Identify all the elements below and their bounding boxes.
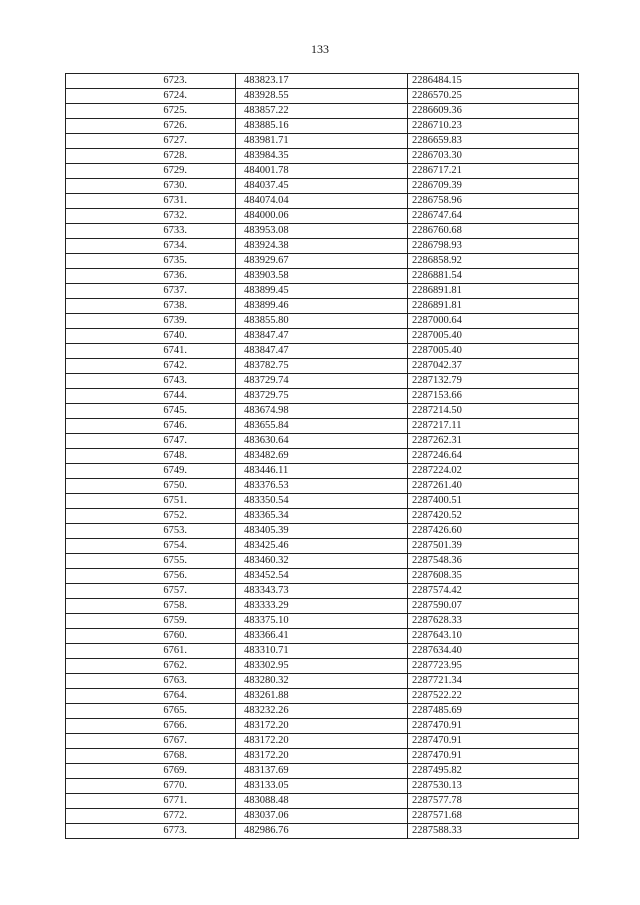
table-row	[66, 689, 579, 704]
point-number-cell: 6747.	[66, 434, 236, 449]
x-coordinate-cell: 484074.04	[236, 194, 408, 209]
x-coordinate-cell: 483375.10	[236, 614, 408, 629]
point-number-cell: 6752.	[66, 509, 236, 524]
x-coordinate-cell: 483405.39	[236, 524, 408, 539]
point-number-cell: 6766.	[66, 719, 236, 734]
table-row	[66, 299, 579, 314]
x-coordinate-cell: 483037.06	[236, 809, 408, 824]
table-row	[66, 419, 579, 434]
x-coordinate-cell: 483133.05	[236, 779, 408, 794]
y-coordinate-cell: 2287577.78	[408, 794, 579, 809]
point-number-cell: 6770.	[66, 779, 236, 794]
table-row	[66, 629, 579, 644]
point-number-cell: 6755.	[66, 554, 236, 569]
table-row	[66, 479, 579, 494]
table-row	[66, 134, 579, 149]
point-number-cell: 6728.	[66, 149, 236, 164]
x-coordinate-cell: 483350.54	[236, 494, 408, 509]
x-coordinate-cell: 483460.32	[236, 554, 408, 569]
table-row	[66, 239, 579, 254]
table-row	[66, 674, 579, 689]
table-row	[66, 269, 579, 284]
x-coordinate-cell: 483847.47	[236, 329, 408, 344]
coordinates-table-body	[66, 74, 579, 839]
x-coordinate-cell: 483729.74	[236, 374, 408, 389]
x-coordinate-cell: 483655.84	[236, 419, 408, 434]
table-row	[66, 359, 579, 374]
y-coordinate-cell: 2287495.82	[408, 764, 579, 779]
table-row	[66, 284, 579, 299]
y-coordinate-cell: 2287246.64	[408, 449, 579, 464]
y-coordinate-cell: 2287470.91	[408, 749, 579, 764]
point-number-cell: 6769.	[66, 764, 236, 779]
x-coordinate-cell: 483674.98	[236, 404, 408, 419]
x-coordinate-cell: 483366.41	[236, 629, 408, 644]
table-row	[66, 344, 579, 359]
table-row	[66, 224, 579, 239]
x-coordinate-cell: 482986.76	[236, 824, 408, 839]
y-coordinate-cell: 2286881.54	[408, 269, 579, 284]
point-number-cell: 6764.	[66, 689, 236, 704]
point-number-cell: 6734.	[66, 239, 236, 254]
point-number-cell: 6760.	[66, 629, 236, 644]
point-number-cell: 6733.	[66, 224, 236, 239]
y-coordinate-cell: 2287574.42	[408, 584, 579, 599]
y-coordinate-cell: 2287608.35	[408, 569, 579, 584]
table-row	[66, 404, 579, 419]
y-coordinate-cell: 2287042.37	[408, 359, 579, 374]
x-coordinate-cell: 483482.69	[236, 449, 408, 464]
point-number-cell: 6745.	[66, 404, 236, 419]
y-coordinate-cell: 2287400.51	[408, 494, 579, 509]
x-coordinate-cell: 483729.75	[236, 389, 408, 404]
x-coordinate-cell: 483172.20	[236, 749, 408, 764]
table-row	[66, 374, 579, 389]
y-coordinate-cell: 2286484.15	[408, 74, 579, 89]
y-coordinate-cell: 2287522.22	[408, 689, 579, 704]
point-number-cell: 6732.	[66, 209, 236, 224]
point-number-cell: 6750.	[66, 479, 236, 494]
y-coordinate-cell: 2286798.93	[408, 239, 579, 254]
x-coordinate-cell: 483302.95	[236, 659, 408, 674]
x-coordinate-cell: 483924.38	[236, 239, 408, 254]
x-coordinate-cell: 483446.11	[236, 464, 408, 479]
table-row	[66, 584, 579, 599]
x-coordinate-cell: 483365.34	[236, 509, 408, 524]
table-row	[66, 749, 579, 764]
x-coordinate-cell: 483903.58	[236, 269, 408, 284]
y-coordinate-cell: 2287634.40	[408, 644, 579, 659]
point-number-cell: 6737.	[66, 284, 236, 299]
y-coordinate-cell: 2286891.81	[408, 284, 579, 299]
table-row	[66, 719, 579, 734]
point-number-cell: 6754.	[66, 539, 236, 554]
x-coordinate-cell: 483782.75	[236, 359, 408, 374]
y-coordinate-cell: 2287153.66	[408, 389, 579, 404]
x-coordinate-cell: 483928.55	[236, 89, 408, 104]
y-coordinate-cell: 2286747.64	[408, 209, 579, 224]
table-row	[66, 104, 579, 119]
y-coordinate-cell: 2287530.13	[408, 779, 579, 794]
point-number-cell: 6729.	[66, 164, 236, 179]
x-coordinate-cell: 483172.20	[236, 734, 408, 749]
y-coordinate-cell: 2286760.68	[408, 224, 579, 239]
table-row	[66, 614, 579, 629]
table-row	[66, 734, 579, 749]
point-number-cell: 6762.	[66, 659, 236, 674]
table-row	[66, 569, 579, 584]
table-row	[66, 389, 579, 404]
x-coordinate-cell: 483855.80	[236, 314, 408, 329]
point-number-cell: 6771.	[66, 794, 236, 809]
table-row	[66, 509, 579, 524]
table-row	[66, 179, 579, 194]
x-coordinate-cell: 483425.46	[236, 539, 408, 554]
point-number-cell: 6740.	[66, 329, 236, 344]
point-number-cell: 6731.	[66, 194, 236, 209]
point-number-cell: 6757.	[66, 584, 236, 599]
x-coordinate-cell: 483847.47	[236, 344, 408, 359]
y-coordinate-cell: 2286758.96	[408, 194, 579, 209]
x-coordinate-cell: 483630.64	[236, 434, 408, 449]
table-row	[66, 119, 579, 134]
point-number-cell: 6744.	[66, 389, 236, 404]
point-number-cell: 6724.	[66, 89, 236, 104]
y-coordinate-cell: 2287723.95	[408, 659, 579, 674]
y-coordinate-cell: 2287000.64	[408, 314, 579, 329]
x-coordinate-cell: 484037.45	[236, 179, 408, 194]
table-row	[66, 824, 579, 839]
table-row	[66, 644, 579, 659]
x-coordinate-cell: 483452.54	[236, 569, 408, 584]
table-row	[66, 794, 579, 809]
y-coordinate-cell: 2286570.25	[408, 89, 579, 104]
y-coordinate-cell: 2287214.50	[408, 404, 579, 419]
point-number-cell: 6735.	[66, 254, 236, 269]
table-row	[66, 164, 579, 179]
table-row	[66, 524, 579, 539]
x-coordinate-cell: 483310.71	[236, 644, 408, 659]
y-coordinate-cell: 2287643.10	[408, 629, 579, 644]
point-number-cell: 6761.	[66, 644, 236, 659]
table-row	[66, 494, 579, 509]
table-row	[66, 89, 579, 104]
table-row	[66, 74, 579, 89]
x-coordinate-cell: 483232.26	[236, 704, 408, 719]
y-coordinate-cell: 2287628.33	[408, 614, 579, 629]
table-row	[66, 539, 579, 554]
table-row	[66, 149, 579, 164]
point-number-cell: 6758.	[66, 599, 236, 614]
table-row	[66, 329, 579, 344]
x-coordinate-cell: 483137.69	[236, 764, 408, 779]
table-row	[66, 194, 579, 209]
point-number-cell: 6767.	[66, 734, 236, 749]
point-number-cell: 6772.	[66, 809, 236, 824]
table-row	[66, 434, 579, 449]
y-coordinate-cell: 2287261.40	[408, 479, 579, 494]
x-coordinate-cell: 483929.67	[236, 254, 408, 269]
y-coordinate-cell: 2286609.36	[408, 104, 579, 119]
point-number-cell: 6736.	[66, 269, 236, 284]
y-coordinate-cell: 2287132.79	[408, 374, 579, 389]
table-row	[66, 764, 579, 779]
point-number-cell: 6765.	[66, 704, 236, 719]
point-number-cell: 6753.	[66, 524, 236, 539]
y-coordinate-cell: 2286709.39	[408, 179, 579, 194]
x-coordinate-cell: 483857.22	[236, 104, 408, 119]
point-number-cell: 6725.	[66, 104, 236, 119]
point-number-cell: 6748.	[66, 449, 236, 464]
table-row	[66, 779, 579, 794]
y-coordinate-cell: 2287470.91	[408, 734, 579, 749]
x-coordinate-cell: 483280.32	[236, 674, 408, 689]
y-coordinate-cell: 2287420.52	[408, 509, 579, 524]
table-row	[66, 449, 579, 464]
x-coordinate-cell: 483343.73	[236, 584, 408, 599]
point-number-cell: 6723.	[66, 74, 236, 89]
point-number-cell: 6742.	[66, 359, 236, 374]
x-coordinate-cell: 483899.45	[236, 284, 408, 299]
x-coordinate-cell: 483333.29	[236, 599, 408, 614]
x-coordinate-cell: 483981.71	[236, 134, 408, 149]
point-number-cell: 6726.	[66, 119, 236, 134]
y-coordinate-cell: 2287485.69	[408, 704, 579, 719]
coordinates-table	[65, 73, 579, 839]
y-coordinate-cell: 2287217.11	[408, 419, 579, 434]
point-number-cell: 6741.	[66, 344, 236, 359]
point-number-cell: 6751.	[66, 494, 236, 509]
x-coordinate-cell: 483376.53	[236, 479, 408, 494]
point-number-cell: 6759.	[66, 614, 236, 629]
point-number-cell: 6727.	[66, 134, 236, 149]
point-number-cell: 6739.	[66, 314, 236, 329]
x-coordinate-cell: 483088.48	[236, 794, 408, 809]
point-number-cell: 6730.	[66, 179, 236, 194]
point-number-cell: 6743.	[66, 374, 236, 389]
y-coordinate-cell: 2287501.39	[408, 539, 579, 554]
y-coordinate-cell: 2287426.60	[408, 524, 579, 539]
page-number: 133	[311, 42, 329, 56]
point-number-cell: 6738.	[66, 299, 236, 314]
y-coordinate-cell: 2286891.81	[408, 299, 579, 314]
x-coordinate-cell: 484000.06	[236, 209, 408, 224]
table-row	[66, 599, 579, 614]
y-coordinate-cell: 2286659.83	[408, 134, 579, 149]
y-coordinate-cell: 2286710.23	[408, 119, 579, 134]
point-number-cell: 6756.	[66, 569, 236, 584]
y-coordinate-cell: 2287548.36	[408, 554, 579, 569]
table-row	[66, 704, 579, 719]
y-coordinate-cell: 2287590.07	[408, 599, 579, 614]
table-row	[66, 659, 579, 674]
point-number-cell: 6768.	[66, 749, 236, 764]
y-coordinate-cell: 2287262.31	[408, 434, 579, 449]
x-coordinate-cell: 483172.20	[236, 719, 408, 734]
y-coordinate-cell: 2287224.02	[408, 464, 579, 479]
x-coordinate-cell: 483261.88	[236, 689, 408, 704]
table-row	[66, 554, 579, 569]
y-coordinate-cell: 2287005.40	[408, 329, 579, 344]
point-number-cell: 6773.	[66, 824, 236, 839]
y-coordinate-cell: 2287005.40	[408, 344, 579, 359]
x-coordinate-cell: 483984.35	[236, 149, 408, 164]
x-coordinate-cell: 484001.78	[236, 164, 408, 179]
table-row	[66, 464, 579, 479]
x-coordinate-cell: 483885.16	[236, 119, 408, 134]
y-coordinate-cell: 2287470.91	[408, 719, 579, 734]
y-coordinate-cell: 2286703.30	[408, 149, 579, 164]
table-row	[66, 254, 579, 269]
table-row	[66, 209, 579, 224]
x-coordinate-cell: 483823.17	[236, 74, 408, 89]
y-coordinate-cell: 2287721.34	[408, 674, 579, 689]
y-coordinate-cell: 2287571.68	[408, 809, 579, 824]
y-coordinate-cell: 2286858.92	[408, 254, 579, 269]
x-coordinate-cell: 483899.46	[236, 299, 408, 314]
point-number-cell: 6746.	[66, 419, 236, 434]
y-coordinate-cell: 2286717.21	[408, 164, 579, 179]
point-number-cell: 6749.	[66, 464, 236, 479]
table-row	[66, 314, 579, 329]
x-coordinate-cell: 483953.08	[236, 224, 408, 239]
y-coordinate-cell: 2287588.33	[408, 824, 579, 839]
table-row	[66, 809, 579, 824]
point-number-cell: 6763.	[66, 674, 236, 689]
